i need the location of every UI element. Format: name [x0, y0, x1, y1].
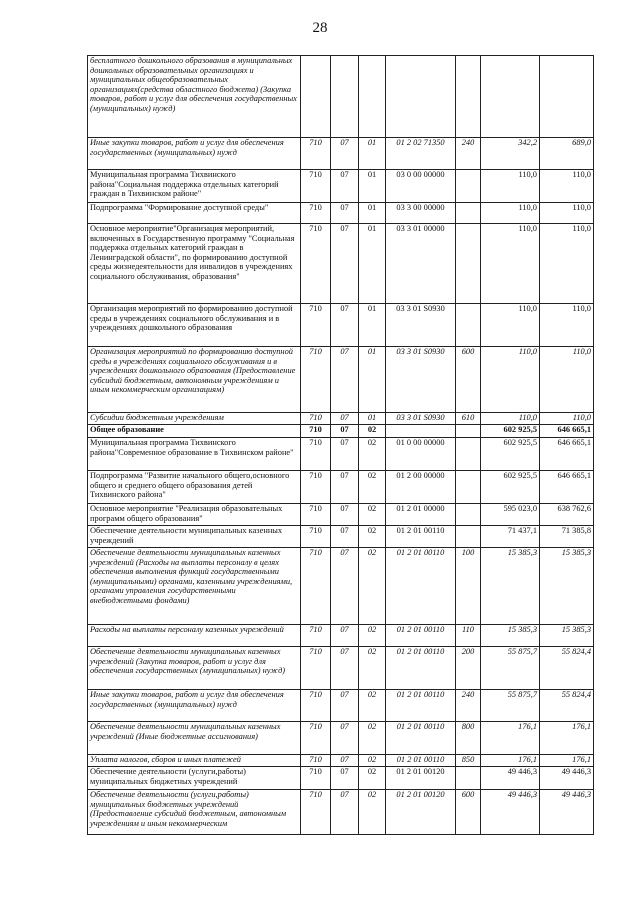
expense-name-cell: Подпрограмма "Формирование доступной среды" — [88, 203, 301, 224]
expense-type-cell: 200 — [456, 647, 481, 690]
target-article-cell: 03 3 01 S0930 — [386, 413, 456, 425]
expense-type-cell — [456, 203, 481, 224]
amount-year1-cell: 110,0 — [481, 413, 540, 425]
section-code-cell: 07 — [331, 767, 359, 790]
table-row — [88, 138, 594, 170]
ministry-code-cell: 710 — [301, 790, 331, 835]
subsection-code-cell: 02 — [359, 504, 386, 526]
ministry-code-cell: 710 — [301, 170, 331, 203]
expense-type-cell — [456, 438, 481, 471]
expense-name-cell: Муниципальная программа Тихвинского района"Социальная поддержка отдельных категорий граждан в Тихвинском районе" — [88, 170, 301, 203]
amount-year2-cell: 71 385,8 — [540, 526, 594, 548]
table-row — [88, 413, 594, 425]
section-code-cell: 07 — [331, 438, 359, 471]
ministry-code-cell: 710 — [301, 647, 331, 690]
expense-name-cell: Обеспечение деятельности муниципальных казенных учреждений (Закупка товаров, работ и услуг для обеспечения государственных (муниципальных) нужд) — [88, 647, 301, 690]
table-row — [88, 203, 594, 224]
amount-year1-cell: 595 023,0 — [481, 504, 540, 526]
ministry-code-cell: 710 — [301, 471, 331, 504]
target-article-cell: 01 2 01 00120 — [386, 767, 456, 790]
amount-year2-cell: 646 665,1 — [540, 438, 594, 471]
amount-year2-cell: 55 824,4 — [540, 647, 594, 690]
subsection-code-cell: 01 — [359, 138, 386, 170]
target-article-cell: 01 2 01 00110 — [386, 722, 456, 755]
ministry-code-cell: 710 — [301, 625, 331, 647]
expense-name-cell: Основное мероприятие "Реализация образовательных программ общего образования" — [88, 504, 301, 526]
target-article-cell — [386, 56, 456, 138]
ministry-code-cell: 710 — [301, 347, 331, 413]
section-code-cell: 07 — [331, 526, 359, 548]
amount-year2-cell: 110,0 — [540, 304, 594, 347]
expense-name-cell: Общее образование — [88, 425, 301, 438]
ministry-code-cell: 710 — [301, 203, 331, 224]
amount-year2-cell — [540, 56, 594, 138]
subsection-code-cell: 02 — [359, 425, 386, 438]
expense-type-cell — [456, 224, 481, 304]
amount-year1-cell: 342,2 — [481, 138, 540, 170]
target-article-cell: 03 0 00 00000 — [386, 170, 456, 203]
subsection-code-cell: 02 — [359, 548, 386, 625]
target-article-cell: 01 2 01 00110 — [386, 625, 456, 647]
expense-name-cell: Организация мероприятий по формированию доступной среды в учреждениях социального обслуживания и в учреждениях дошкольного образования (Предоставление субсидий бюджетным, автономным учреждениям и иным некоммерческим организациям) — [88, 347, 301, 413]
expense-name-cell: Субсидии бюджетным учреждениям — [88, 413, 301, 425]
subsection-code-cell: 01 — [359, 413, 386, 425]
section-code-cell: 07 — [331, 138, 359, 170]
target-article-cell: 01 2 01 00110 — [386, 526, 456, 548]
amount-year1-cell: 602 925,5 — [481, 471, 540, 504]
amount-year2-cell: 638 762,6 — [540, 504, 594, 526]
table-row — [88, 548, 594, 625]
section-code-cell: 07 — [331, 413, 359, 425]
subsection-code-cell: 02 — [359, 755, 386, 767]
target-article-cell: 01 2 01 00110 — [386, 690, 456, 722]
expense-type-cell: 800 — [456, 722, 481, 755]
expense-type-cell — [456, 170, 481, 203]
amount-year1-cell: 602 925,5 — [481, 425, 540, 438]
expense-name-cell: Уплата налогов, сборов и иных платежей — [88, 755, 301, 767]
target-article-cell: 01 2 01 00110 — [386, 548, 456, 625]
amount-year1-cell: 49 446,3 — [481, 767, 540, 790]
subsection-code-cell: 01 — [359, 304, 386, 347]
target-article-cell: 01 2 01 00120 — [386, 790, 456, 835]
section-code-cell: 07 — [331, 790, 359, 835]
amount-year1-cell: 15 385,3 — [481, 625, 540, 647]
table-body — [88, 56, 594, 835]
amount-year1-cell: 110,0 — [481, 304, 540, 347]
table-row — [88, 224, 594, 304]
target-article-cell: 01 2 00 00000 — [386, 471, 456, 504]
table-row — [88, 170, 594, 203]
section-code-cell: 07 — [331, 690, 359, 722]
expense-name-cell: Расходы на выплаты персоналу казенных учреждений — [88, 625, 301, 647]
table-row — [88, 647, 594, 690]
target-article-cell: 03 3 01 S0930 — [386, 347, 456, 413]
expense-type-cell — [456, 767, 481, 790]
amount-year1-cell: 55 875,7 — [481, 690, 540, 722]
amount-year2-cell: 110,0 — [540, 224, 594, 304]
amount-year1-cell: 55 875,7 — [481, 647, 540, 690]
expense-name-cell: Иные закупки товаров, работ и услуг для обеспечения государственных (муниципальных) нужд — [88, 690, 301, 722]
amount-year2-cell: 55 824,4 — [540, 690, 594, 722]
ministry-code-cell: 710 — [301, 504, 331, 526]
section-code-cell: 07 — [331, 755, 359, 767]
target-article-cell: 01 2 01 00110 — [386, 647, 456, 690]
subsection-code-cell: 01 — [359, 224, 386, 304]
subsection-code-cell: 01 — [359, 170, 386, 203]
amount-year1-cell: 176,1 — [481, 722, 540, 755]
expense-type-cell: 610 — [456, 413, 481, 425]
subsection-code-cell: 01 — [359, 203, 386, 224]
ministry-code-cell: 710 — [301, 690, 331, 722]
target-article-cell — [386, 425, 456, 438]
section-code-cell: 07 — [331, 224, 359, 304]
expense-name-cell: бесплатного дошкольного образования в муниципальных дошкольных образовательных организациях и муниципальных общеобразовательных организациях(средства областного бюджета) (Закупка товаров, работ и услуг для обеспечения государственных (муниципальных) нужд) — [88, 56, 301, 138]
amount-year2-cell: 110,0 — [540, 170, 594, 203]
expense-type-cell: 110 — [456, 625, 481, 647]
amount-year1-cell: 110,0 — [481, 170, 540, 203]
expense-name-cell: Организация мероприятий по формированию доступной среды в учреждениях социального обслуживания и в учреждениях дошкольного образования — [88, 304, 301, 347]
table-row — [88, 722, 594, 755]
subsection-code-cell: 02 — [359, 690, 386, 722]
section-code-cell: 07 — [331, 425, 359, 438]
expense-name-cell: Подпрограмма "Развитие начального общего,основного общего и среднего общего образования детей Тихвинского района" — [88, 471, 301, 504]
expense-type-cell: 600 — [456, 790, 481, 835]
expense-type-cell: 240 — [456, 138, 481, 170]
subsection-code-cell: 02 — [359, 722, 386, 755]
section-code-cell: 07 — [331, 548, 359, 625]
section-code-cell: 07 — [331, 647, 359, 690]
amount-year2-cell: 49 446,3 — [540, 767, 594, 790]
expense-name-cell: Обеспечение деятельности муниципальных казенных учреждений — [88, 526, 301, 548]
table-row — [88, 56, 594, 138]
amount-year1-cell: 110,0 — [481, 224, 540, 304]
page-number: 28 — [312, 20, 328, 36]
amount-year1-cell: 15 385,3 — [481, 548, 540, 625]
expense-type-cell — [456, 471, 481, 504]
target-article-cell: 03 3 01 S0930 — [386, 304, 456, 347]
amount-year2-cell: 110,0 — [540, 347, 594, 413]
amount-year2-cell: 646 665,1 — [540, 471, 594, 504]
table-row — [88, 690, 594, 722]
subsection-code-cell: 02 — [359, 790, 386, 835]
target-article-cell: 01 2 01 00000 — [386, 504, 456, 526]
ministry-code-cell: 710 — [301, 138, 331, 170]
table-row — [88, 347, 594, 413]
amount-year1-cell: 71 437,1 — [481, 526, 540, 548]
section-code-cell: 07 — [331, 347, 359, 413]
amount-year2-cell: 15 385,3 — [540, 548, 594, 625]
expense-name-cell: Обеспечение деятельности муниципальных казенных учреждений (Иные бюджетные ассигнования) — [88, 722, 301, 755]
subsection-code-cell: 02 — [359, 647, 386, 690]
expense-name-cell: Муниципальная программа Тихвинского района"Современное образование в Тихвинском районе" — [88, 438, 301, 471]
expense-name-cell: Основное мероприятие"Организация мероприятий, включенных в Государственную программу "Социальная поддержка отдельных категорий граждан в Ленинградской области", по формированию доступной среды жизнедеятельности для инвалидов в учреждениях социального обслуживания, образования" — [88, 224, 301, 304]
ministry-code-cell: 710 — [301, 304, 331, 347]
table-row — [88, 625, 594, 647]
section-code-cell: 07 — [331, 170, 359, 203]
expense-type-cell: 850 — [456, 755, 481, 767]
table-row — [88, 526, 594, 548]
amount-year2-cell: 15 385,3 — [540, 625, 594, 647]
amount-year2-cell: 646 665,1 — [540, 425, 594, 438]
expense-type-cell — [456, 526, 481, 548]
section-code-cell: 07 — [331, 625, 359, 647]
budget-expenditure-table — [87, 55, 594, 835]
table-row — [88, 304, 594, 347]
amount-year1-cell: 602 925,5 — [481, 438, 540, 471]
table-row — [88, 755, 594, 767]
amount-year1-cell: 110,0 — [481, 347, 540, 413]
subsection-code-cell — [359, 56, 386, 138]
target-article-cell: 03 3 00 00000 — [386, 203, 456, 224]
amount-year1-cell: 49 446,3 — [481, 790, 540, 835]
table-row — [88, 767, 594, 790]
section-code-cell — [331, 56, 359, 138]
target-article-cell: 01 2 02 71350 — [386, 138, 456, 170]
target-article-cell: 03 3 01 00000 — [386, 224, 456, 304]
amount-year2-cell: 689,0 — [540, 138, 594, 170]
expense-name-cell: Обеспечение деятельности муниципальных казенных учреждений (Расходы на выплаты персоналу в целях обеспечения выполнения функций государственными (муниципальными) органами, казенными учреждениями, органами управления государственными внебюджетными фондами) — [88, 548, 301, 625]
expense-type-cell — [456, 425, 481, 438]
expense-name-cell: Обеспечение деятельности (услуги,работы) муниципальных бюджетных учреждений (Предоставление субсидий бюджетным, автономным учреждениям и иным некоммерческим — [88, 790, 301, 835]
expense-type-cell: 240 — [456, 690, 481, 722]
expense-type-cell: 600 — [456, 347, 481, 413]
section-code-cell: 07 — [331, 504, 359, 526]
section-code-cell: 07 — [331, 203, 359, 224]
section-code-cell: 07 — [331, 722, 359, 755]
ministry-code-cell: 710 — [301, 526, 331, 548]
expense-type-cell — [456, 504, 481, 526]
amount-year2-cell: 49 446,3 — [540, 790, 594, 835]
expense-type-cell — [456, 56, 481, 138]
target-article-cell: 01 0 00 00000 — [386, 438, 456, 471]
ministry-code-cell — [301, 56, 331, 138]
target-article-cell: 01 2 01 00110 — [386, 755, 456, 767]
ministry-code-cell: 710 — [301, 425, 331, 438]
subsection-code-cell: 02 — [359, 438, 386, 471]
subsection-code-cell: 02 — [359, 767, 386, 790]
ministry-code-cell: 710 — [301, 413, 331, 425]
subsection-code-cell: 02 — [359, 625, 386, 647]
ministry-code-cell: 710 — [301, 767, 331, 790]
ministry-code-cell: 710 — [301, 722, 331, 755]
ministry-code-cell: 710 — [301, 548, 331, 625]
subsection-code-cell: 02 — [359, 526, 386, 548]
subsection-code-cell: 01 — [359, 347, 386, 413]
table-row — [88, 438, 594, 471]
expense-name-cell: Обеспечение деятельности (услуги,работы) муниципальных бюджетных учреждений — [88, 767, 301, 790]
amount-year2-cell: 110,0 — [540, 203, 594, 224]
section-code-cell: 07 — [331, 304, 359, 347]
amount-year2-cell: 176,1 — [540, 755, 594, 767]
amount-year1-cell: 176,1 — [481, 755, 540, 767]
table-row — [88, 504, 594, 526]
table-row — [88, 790, 594, 835]
expense-name-cell: Иные закупки товаров, работ и услуг для обеспечения государственных (муниципальных) нужд — [88, 138, 301, 170]
subsection-code-cell: 02 — [359, 471, 386, 504]
table-row — [88, 471, 594, 504]
amount-year1-cell: 110,0 — [481, 203, 540, 224]
amount-year2-cell: 176,1 — [540, 722, 594, 755]
ministry-code-cell: 710 — [301, 438, 331, 471]
ministry-code-cell: 710 — [301, 224, 331, 304]
table-row — [88, 425, 594, 438]
amount-year1-cell — [481, 56, 540, 138]
expense-type-cell — [456, 304, 481, 347]
section-code-cell: 07 — [331, 471, 359, 504]
amount-year2-cell: 110,0 — [540, 413, 594, 425]
ministry-code-cell: 710 — [301, 755, 331, 767]
expense-type-cell: 100 — [456, 548, 481, 625]
